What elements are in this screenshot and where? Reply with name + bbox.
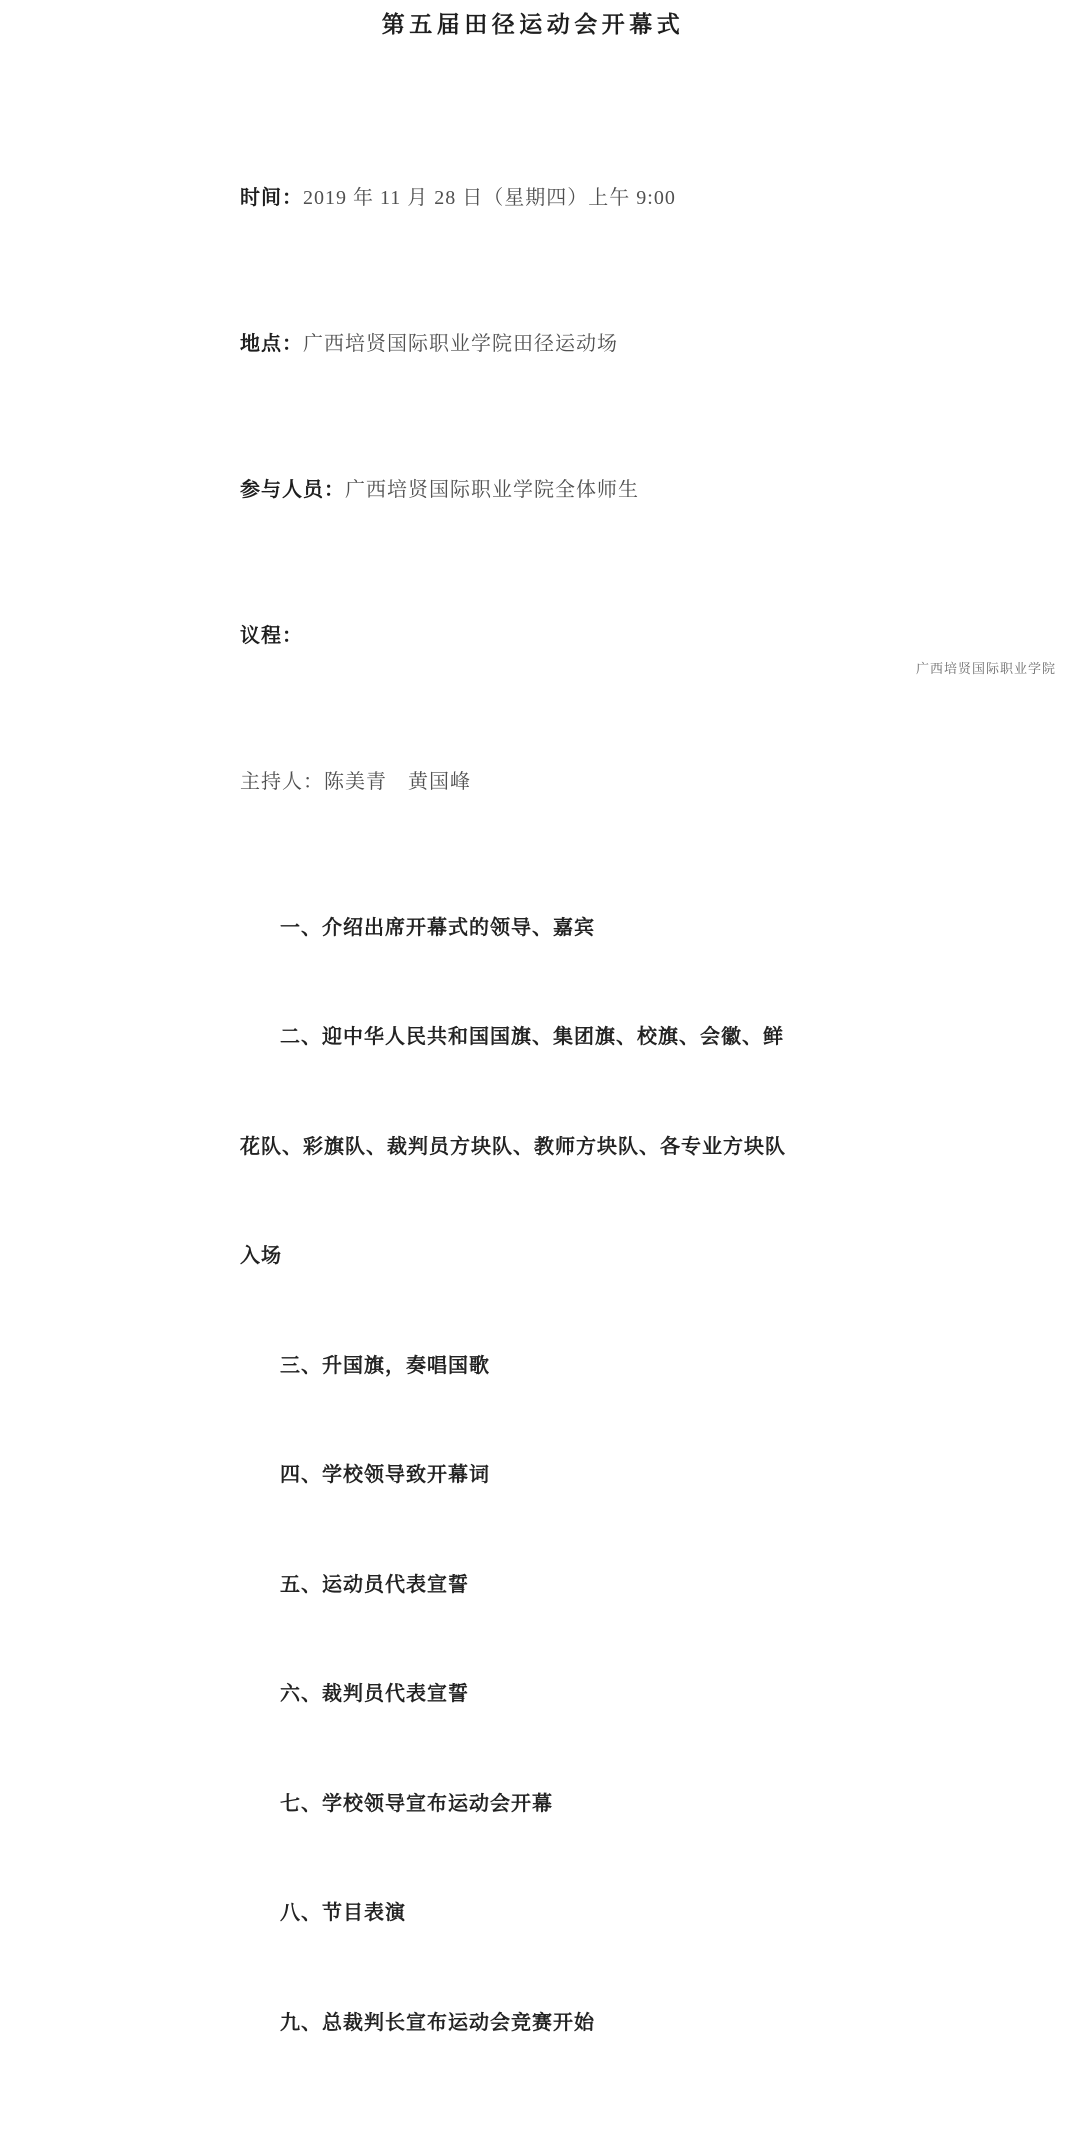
participants-line — [240, 472, 800, 509]
agenda-item-7: 七、学校领导宣布运动会开幕 — [280, 1792, 553, 1815]
agenda-item-2-continuation-2: 入场 — [240, 1245, 282, 1267]
location-value: 广西培贤国际职业学院田径运动场 — [303, 332, 618, 355]
page-title: 第五届田径运动会开幕式 — [381, 11, 685, 37]
agenda-item-2: 二、迎中华人民共和国国旗、集团旗、校旗、会徽、鲜 — [280, 1026, 784, 1048]
location-label: 地点： — [240, 332, 303, 355]
host-value: 主持人：陈美青 黄国峰 — [240, 770, 471, 793]
location-line — [240, 326, 800, 363]
agenda-item-8: 八、节目表演 — [280, 1902, 406, 1924]
agenda-item-2-continuation: 花队、彩旗队、裁判员方块队、教师方块队、各专业方块队 — [240, 1135, 786, 1158]
time-line — [240, 180, 800, 217]
time-value: 2019 年 11 月 28 日（星期四）上午 9:00 — [303, 186, 676, 209]
watermark: 广西培贤国际职业学院 — [915, 661, 1056, 676]
agenda-heading-label: 议程： — [240, 624, 303, 647]
agenda-item-4: 四、学校领导致开幕词 — [280, 1464, 490, 1486]
agenda-item-5: 五、运动员代表宣誓 — [280, 1573, 469, 1596]
host-line — [240, 764, 800, 801]
agenda-item-1: 一、介绍出席开幕式的领导、嘉宾 — [280, 916, 595, 939]
participants-value: 广西培贤国际职业学院全体师生 — [345, 478, 639, 501]
document-page — [0, 6, 1066, 2034]
agenda-item-6: 六、裁判员代表宣誓 — [280, 1683, 469, 1705]
agenda-item-9: 九、总裁判长宣布运动会竞赛开始 — [280, 2011, 595, 2034]
participants-label: 参与人员： — [240, 478, 345, 501]
agenda-heading-line — [240, 618, 800, 655]
document-body — [240, 70, 800, 2151]
agenda-item-3: 三、升国旗，奏唱国歌 — [280, 1354, 490, 1377]
time-label: 时间： — [240, 186, 303, 209]
